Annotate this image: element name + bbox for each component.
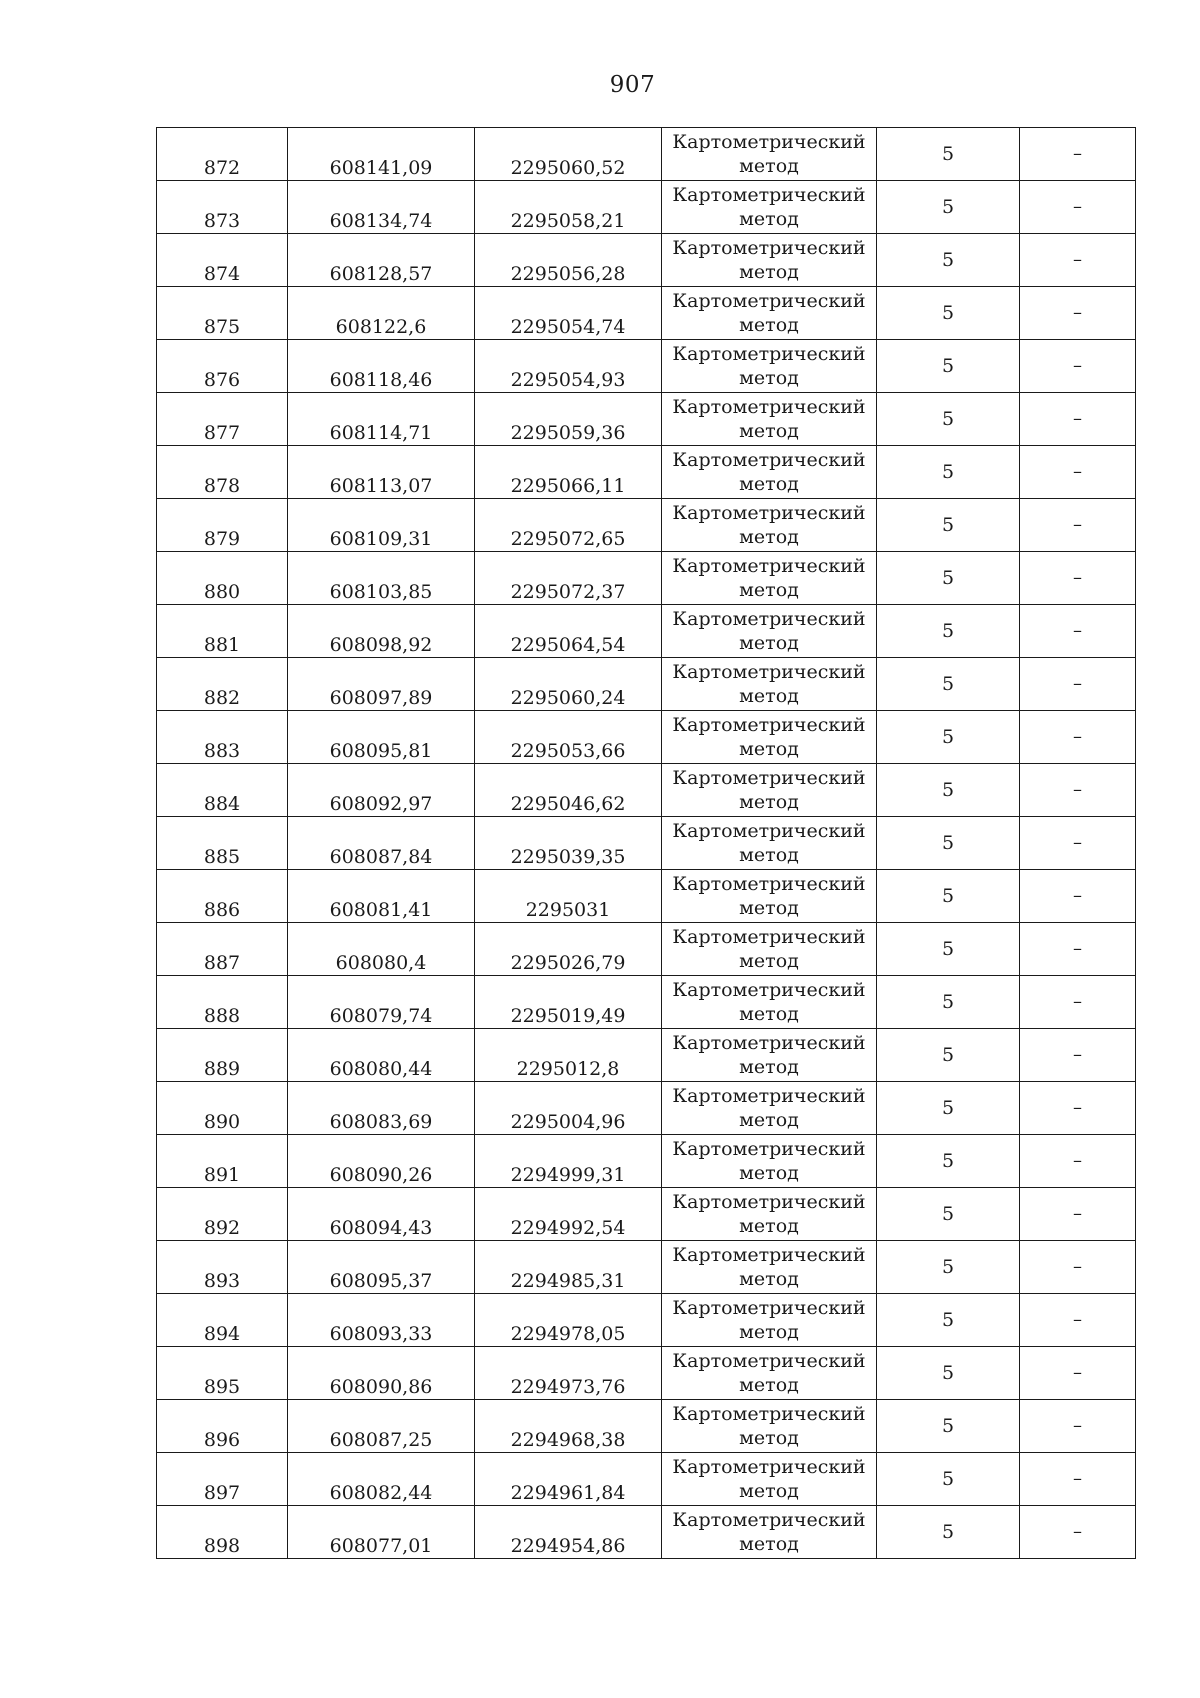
method-line-2: метод	[739, 261, 799, 283]
method-cell	[662, 1241, 877, 1294]
accuracy-cell: 5	[877, 976, 1020, 1029]
method-cell	[662, 1400, 877, 1453]
x-coordinate-cell: 608081,41	[288, 870, 475, 923]
method-line-1: Картометрический	[672, 1085, 866, 1107]
y-coordinate-cell: 2295039,35	[475, 817, 662, 870]
method-line-2: метод	[739, 1056, 799, 1078]
method-line-1: Картометрический	[672, 979, 866, 1001]
y-coordinate-cell: 2295072,65	[475, 499, 662, 552]
method-line-2: метод	[739, 1162, 799, 1184]
point-number-cell: 891	[157, 1135, 288, 1188]
table-row	[157, 1506, 1136, 1559]
y-coordinate-cell: 2295004,96	[475, 1082, 662, 1135]
accuracy-cell: 5	[877, 1029, 1020, 1082]
method-cell	[662, 605, 877, 658]
accuracy-cell: 5	[877, 1135, 1020, 1188]
point-number-cell: 888	[157, 976, 288, 1029]
x-coordinate-cell: 608090,26	[288, 1135, 475, 1188]
method-cell	[662, 128, 877, 181]
method-cell	[662, 1082, 877, 1135]
method-line-1: Картометрический	[672, 555, 866, 577]
x-coordinate-cell: 608079,74	[288, 976, 475, 1029]
method-line-1: Картометрический	[672, 1403, 866, 1425]
note-cell: –	[1020, 446, 1136, 499]
y-coordinate-cell: 2294973,76	[475, 1347, 662, 1400]
note-cell: –	[1020, 128, 1136, 181]
accuracy-cell: 5	[877, 1453, 1020, 1506]
note-cell: –	[1020, 234, 1136, 287]
note-cell: –	[1020, 1082, 1136, 1135]
method-cell	[662, 817, 877, 870]
y-coordinate-cell: 2295060,24	[475, 658, 662, 711]
method-line-2: метод	[739, 685, 799, 707]
method-line-2: метод	[739, 1003, 799, 1025]
method-cell	[662, 287, 877, 340]
point-number-cell: 890	[157, 1082, 288, 1135]
note-cell: –	[1020, 393, 1136, 446]
y-coordinate-cell: 2294999,31	[475, 1135, 662, 1188]
x-coordinate-cell: 608080,44	[288, 1029, 475, 1082]
table-row	[157, 976, 1136, 1029]
y-coordinate-cell: 2295066,11	[475, 446, 662, 499]
table-row	[157, 499, 1136, 552]
y-coordinate-cell: 2295031	[475, 870, 662, 923]
method-line-2: метод	[739, 1533, 799, 1555]
y-coordinate-cell: 2295046,62	[475, 764, 662, 817]
method-line-1: Картометрический	[672, 1244, 866, 1266]
method-cell	[662, 499, 877, 552]
method-line-1: Картометрический	[672, 131, 866, 153]
point-number-cell: 894	[157, 1294, 288, 1347]
accuracy-cell: 5	[877, 1294, 1020, 1347]
accuracy-cell: 5	[877, 764, 1020, 817]
x-coordinate-cell: 608094,43	[288, 1188, 475, 1241]
accuracy-cell: 5	[877, 287, 1020, 340]
y-coordinate-cell: 2295054,74	[475, 287, 662, 340]
point-number-cell: 887	[157, 923, 288, 976]
point-number-cell: 896	[157, 1400, 288, 1453]
note-cell: –	[1020, 181, 1136, 234]
method-line-2: метод	[739, 1374, 799, 1396]
method-cell	[662, 870, 877, 923]
table-row	[157, 1241, 1136, 1294]
method-line-2: метод	[739, 208, 799, 230]
method-line-2: метод	[739, 1215, 799, 1237]
method-line-2: метод	[739, 632, 799, 654]
x-coordinate-cell: 608087,25	[288, 1400, 475, 1453]
table-row	[157, 287, 1136, 340]
method-line-1: Картометрический	[672, 926, 866, 948]
accuracy-cell: 5	[877, 658, 1020, 711]
note-cell: –	[1020, 976, 1136, 1029]
table-row	[157, 711, 1136, 764]
x-coordinate-cell: 608080,4	[288, 923, 475, 976]
x-coordinate-cell: 608087,84	[288, 817, 475, 870]
method-line-1: Картометрический	[672, 237, 866, 259]
page-number: 907	[609, 72, 656, 98]
note-cell: –	[1020, 287, 1136, 340]
coordinates-table	[156, 127, 1136, 1559]
method-line-2: метод	[739, 314, 799, 336]
point-number-cell: 876	[157, 340, 288, 393]
method-line-2: метод	[739, 473, 799, 495]
point-number-cell: 882	[157, 658, 288, 711]
note-cell: –	[1020, 1506, 1136, 1559]
y-coordinate-cell: 2295053,66	[475, 711, 662, 764]
point-number-cell: 873	[157, 181, 288, 234]
method-cell	[662, 446, 877, 499]
y-coordinate-cell: 2295064,54	[475, 605, 662, 658]
table-row	[157, 446, 1136, 499]
method-line-2: метод	[739, 1480, 799, 1502]
y-coordinate-cell: 2295012,8	[475, 1029, 662, 1082]
method-line-2: метод	[739, 526, 799, 548]
table-row	[157, 552, 1136, 605]
accuracy-cell: 5	[877, 923, 1020, 976]
method-cell	[662, 1029, 877, 1082]
y-coordinate-cell: 2295019,49	[475, 976, 662, 1029]
method-cell	[662, 1135, 877, 1188]
note-cell: –	[1020, 817, 1136, 870]
accuracy-cell: 5	[877, 181, 1020, 234]
method-line-1: Картометрический	[672, 1297, 866, 1319]
method-line-2: метод	[739, 420, 799, 442]
method-line-1: Картометрический	[672, 1032, 866, 1054]
accuracy-cell: 5	[877, 552, 1020, 605]
method-cell	[662, 1347, 877, 1400]
note-cell: –	[1020, 870, 1136, 923]
x-coordinate-cell: 608122,6	[288, 287, 475, 340]
accuracy-cell: 5	[877, 711, 1020, 764]
note-cell: –	[1020, 499, 1136, 552]
table-row	[157, 764, 1136, 817]
x-coordinate-cell: 608113,07	[288, 446, 475, 499]
table-row	[157, 128, 1136, 181]
table-row	[157, 1294, 1136, 1347]
note-cell: –	[1020, 552, 1136, 605]
point-number-cell: 895	[157, 1347, 288, 1400]
point-number-cell: 897	[157, 1453, 288, 1506]
table-row	[157, 1347, 1136, 1400]
method-line-1: Картометрический	[672, 608, 866, 630]
method-cell	[662, 1294, 877, 1347]
x-coordinate-cell: 608118,46	[288, 340, 475, 393]
y-coordinate-cell: 2295059,36	[475, 393, 662, 446]
table-row	[157, 181, 1136, 234]
point-number-cell: 889	[157, 1029, 288, 1082]
y-coordinate-cell: 2295026,79	[475, 923, 662, 976]
note-cell: –	[1020, 1453, 1136, 1506]
table-row	[157, 1082, 1136, 1135]
method-line-2: метод	[739, 1109, 799, 1131]
x-coordinate-cell: 608090,86	[288, 1347, 475, 1400]
x-coordinate-cell: 608097,89	[288, 658, 475, 711]
note-cell: –	[1020, 1400, 1136, 1453]
method-cell	[662, 340, 877, 393]
accuracy-cell: 5	[877, 499, 1020, 552]
accuracy-cell: 5	[877, 817, 1020, 870]
table-row	[157, 923, 1136, 976]
accuracy-cell: 5	[877, 128, 1020, 181]
point-number-cell: 885	[157, 817, 288, 870]
method-line-1: Картометрический	[672, 396, 866, 418]
y-coordinate-cell: 2294992,54	[475, 1188, 662, 1241]
note-cell: –	[1020, 1294, 1136, 1347]
method-line-1: Картометрический	[672, 767, 866, 789]
y-coordinate-cell: 2295072,37	[475, 552, 662, 605]
x-coordinate-cell: 608098,92	[288, 605, 475, 658]
point-number-cell: 881	[157, 605, 288, 658]
method-line-1: Картометрический	[672, 714, 866, 736]
y-coordinate-cell: 2295056,28	[475, 234, 662, 287]
method-line-1: Картометрический	[672, 184, 866, 206]
x-coordinate-cell: 608134,74	[288, 181, 475, 234]
accuracy-cell: 5	[877, 870, 1020, 923]
table-row	[157, 1188, 1136, 1241]
table-row	[157, 1400, 1136, 1453]
method-line-1: Картометрический	[672, 820, 866, 842]
accuracy-cell: 5	[877, 1082, 1020, 1135]
method-cell	[662, 764, 877, 817]
accuracy-cell: 5	[877, 1241, 1020, 1294]
method-line-1: Картометрический	[672, 661, 866, 683]
x-coordinate-cell: 608093,33	[288, 1294, 475, 1347]
accuracy-cell: 5	[877, 340, 1020, 393]
method-line-1: Картометрический	[672, 1456, 866, 1478]
method-line-1: Картометрический	[672, 449, 866, 471]
point-number-cell: 898	[157, 1506, 288, 1559]
note-cell: –	[1020, 1029, 1136, 1082]
table-row	[157, 234, 1136, 287]
point-number-cell: 893	[157, 1241, 288, 1294]
method-cell	[662, 393, 877, 446]
point-number-cell: 892	[157, 1188, 288, 1241]
table-row	[157, 1453, 1136, 1506]
method-line-2: метод	[739, 950, 799, 972]
accuracy-cell: 5	[877, 1506, 1020, 1559]
x-coordinate-cell: 608082,44	[288, 1453, 475, 1506]
x-coordinate-cell: 608103,85	[288, 552, 475, 605]
note-cell: –	[1020, 1241, 1136, 1294]
x-coordinate-cell: 608114,71	[288, 393, 475, 446]
accuracy-cell: 5	[877, 605, 1020, 658]
point-number-cell: 874	[157, 234, 288, 287]
method-cell	[662, 976, 877, 1029]
accuracy-cell: 5	[877, 1347, 1020, 1400]
x-coordinate-cell: 608095,37	[288, 1241, 475, 1294]
method-line-1: Картометрический	[672, 1138, 866, 1160]
accuracy-cell: 5	[877, 393, 1020, 446]
x-coordinate-cell: 608077,01	[288, 1506, 475, 1559]
point-number-cell: 875	[157, 287, 288, 340]
x-coordinate-cell: 608092,97	[288, 764, 475, 817]
y-coordinate-cell: 2294985,31	[475, 1241, 662, 1294]
method-cell	[662, 1506, 877, 1559]
note-cell: –	[1020, 340, 1136, 393]
point-number-cell: 877	[157, 393, 288, 446]
note-cell: –	[1020, 923, 1136, 976]
point-number-cell: 880	[157, 552, 288, 605]
method-line-2: метод	[739, 1321, 799, 1343]
note-cell: –	[1020, 658, 1136, 711]
x-coordinate-cell: 608109,31	[288, 499, 475, 552]
coordinates-table-body	[157, 128, 1136, 1559]
table-row	[157, 340, 1136, 393]
method-cell	[662, 1188, 877, 1241]
table-row	[157, 870, 1136, 923]
y-coordinate-cell: 2294978,05	[475, 1294, 662, 1347]
method-line-2: метод	[739, 1427, 799, 1449]
method-line-1: Картометрический	[672, 290, 866, 312]
table-row	[157, 393, 1136, 446]
x-coordinate-cell: 608083,69	[288, 1082, 475, 1135]
point-number-cell: 886	[157, 870, 288, 923]
accuracy-cell: 5	[877, 234, 1020, 287]
table-row	[157, 605, 1136, 658]
point-number-cell: 878	[157, 446, 288, 499]
method-cell	[662, 1453, 877, 1506]
x-coordinate-cell: 608141,09	[288, 128, 475, 181]
y-coordinate-cell: 2295054,93	[475, 340, 662, 393]
method-line-2: метод	[739, 738, 799, 760]
method-line-2: метод	[739, 579, 799, 601]
method-line-1: Картометрический	[672, 1509, 866, 1531]
method-line-1: Картометрический	[672, 343, 866, 365]
y-coordinate-cell: 2294968,38	[475, 1400, 662, 1453]
method-line-2: метод	[739, 844, 799, 866]
note-cell: –	[1020, 1347, 1136, 1400]
method-line-2: метод	[739, 155, 799, 177]
x-coordinate-cell: 608128,57	[288, 234, 475, 287]
method-cell	[662, 552, 877, 605]
method-cell	[662, 923, 877, 976]
note-cell: –	[1020, 764, 1136, 817]
y-coordinate-cell: 2294961,84	[475, 1453, 662, 1506]
note-cell: –	[1020, 605, 1136, 658]
table-row	[157, 658, 1136, 711]
note-cell: –	[1020, 711, 1136, 764]
method-line-2: метод	[739, 791, 799, 813]
accuracy-cell: 5	[877, 446, 1020, 499]
method-line-2: метод	[739, 367, 799, 389]
point-number-cell: 884	[157, 764, 288, 817]
method-cell	[662, 181, 877, 234]
y-coordinate-cell: 2295060,52	[475, 128, 662, 181]
note-cell: –	[1020, 1188, 1136, 1241]
method-line-1: Картометрический	[672, 873, 866, 895]
method-cell	[662, 234, 877, 287]
method-line-2: метод	[739, 1268, 799, 1290]
table-row	[157, 817, 1136, 870]
method-line-2: метод	[739, 897, 799, 919]
method-line-1: Картометрический	[672, 1350, 866, 1372]
method-cell	[662, 658, 877, 711]
method-cell	[662, 711, 877, 764]
method-line-1: Картометрический	[672, 1191, 866, 1213]
point-number-cell: 883	[157, 711, 288, 764]
y-coordinate-cell: 2295058,21	[475, 181, 662, 234]
table-row	[157, 1029, 1136, 1082]
y-coordinate-cell: 2294954,86	[475, 1506, 662, 1559]
point-number-cell: 879	[157, 499, 288, 552]
note-cell: –	[1020, 1135, 1136, 1188]
accuracy-cell: 5	[877, 1188, 1020, 1241]
x-coordinate-cell: 608095,81	[288, 711, 475, 764]
method-line-1: Картометрический	[672, 502, 866, 524]
table-row	[157, 1135, 1136, 1188]
point-number-cell: 872	[157, 128, 288, 181]
accuracy-cell: 5	[877, 1400, 1020, 1453]
